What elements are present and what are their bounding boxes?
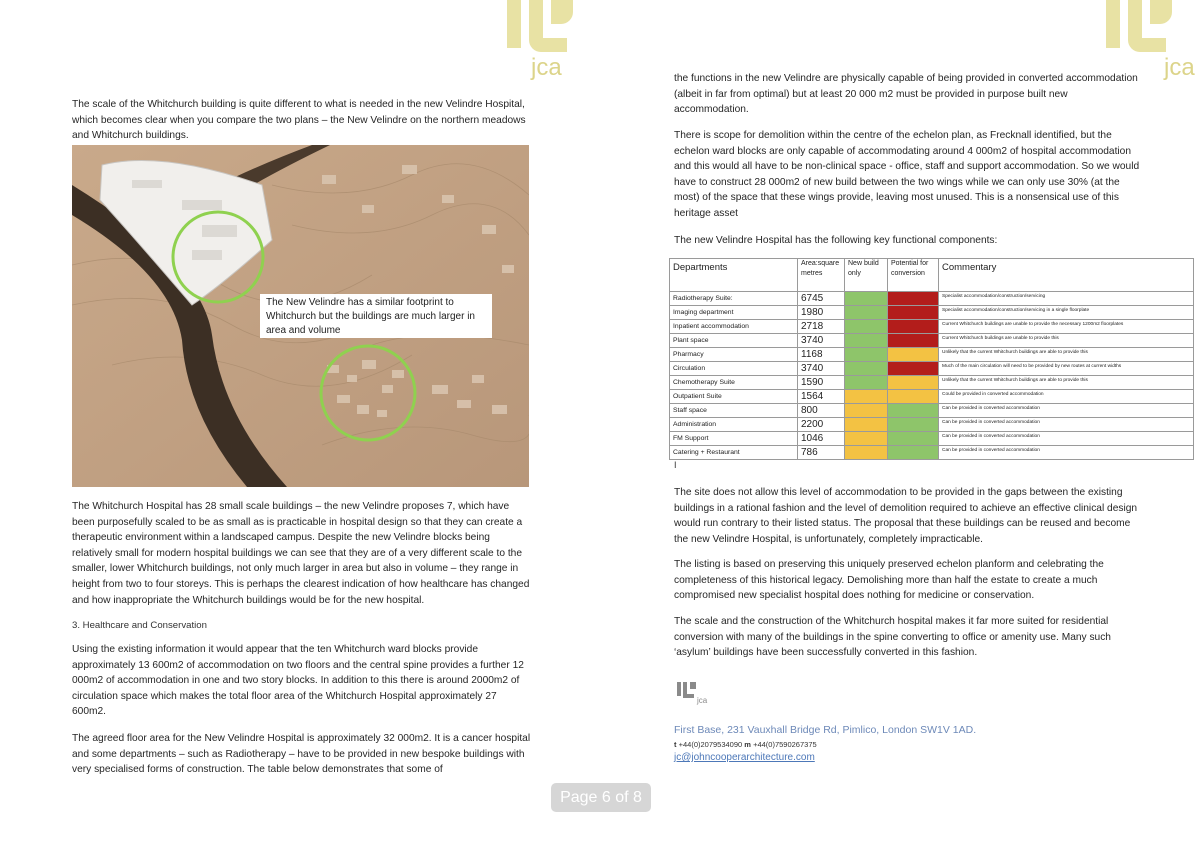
table-body <box>670 292 1194 460</box>
area-cell: 1168 <box>798 348 845 362</box>
area-cell: 786 <box>798 446 845 460</box>
department-cell: Pharmacy <box>670 348 798 362</box>
commentary-cell: Specialist accommodation/construction/servicing <box>939 292 1194 306</box>
table-row <box>670 320 1194 334</box>
area-cell: 3740 <box>798 334 845 348</box>
area-cell: 1564 <box>798 390 845 404</box>
commentary-cell: Unlikely that the current Whitchurch buildings are able to provide this <box>939 376 1194 390</box>
paragraph-whitchurch-buildings: The Whitchurch Hospital has 28 small scale buildings – the new Velindre proposes 7, which have been purposefully scaled to be as small as is practicable in hospital design so that they can create a therapeutic environment within a landscaped campus. Despite the new Velindre blocks being relatively small for modern hospital buildings we can see that they are of a very different scale to the smaller, lower Whitchurch buildings, not only much larger in area but also in volume – they range in height from two to four storeys. This is perhaps the clearest indication of how healthcare has changed and how inappropriate the Whitchurch buildings would be for the new hospital. <box>72 501 530 606</box>
logo-text: jca <box>531 54 562 81</box>
footer-address: First Base, 231 Vauxhall Bridge Rd, Pimlico, London SW1V 1AD. <box>674 724 977 736</box>
table-row <box>670 334 1194 348</box>
page-indicator: Page 6 of 8 <box>551 783 651 812</box>
commentary-cell: Could be provided in converted accommodation <box>939 390 1194 404</box>
table-intro: The new Velindre Hospital has the following key functional components: <box>674 235 998 246</box>
jca-logo <box>507 0 577 84</box>
department-cell: Inpatient accommodation <box>670 320 798 334</box>
table-row <box>670 376 1194 390</box>
paragraph-site-gaps: The site does not allow this level of accommodation to be provided in the gaps between the existing buildings in a rational fashion and the level of demolition required to achieve an effective clinical design would run contrary to their listed status. The proposal that these buildings can be reused and become the new Velindre Hospital, is unfortunately, completely impracticable. <box>674 487 1138 545</box>
conversion-status-cell <box>888 306 939 320</box>
conversion-status-cell <box>888 320 939 334</box>
table-row <box>670 292 1194 306</box>
department-cell: Imaging department <box>670 306 798 320</box>
area-cell: 3740 <box>798 362 845 376</box>
header-commentary: Commentary <box>939 259 1194 292</box>
conversion-status-cell <box>888 376 939 390</box>
new-build-status-cell <box>845 432 888 446</box>
department-cell: Radiotherapy Suite: <box>670 292 798 306</box>
conversion-status-cell <box>888 446 939 460</box>
conversion-status-cell <box>888 390 939 404</box>
new-build-status-cell <box>845 320 888 334</box>
new-build-status-cell <box>845 348 888 362</box>
new-build-status-cell <box>845 418 888 432</box>
commentary-cell: Current Whitchurch buildings are unable to provide this <box>939 334 1194 348</box>
area-cell: 1980 <box>798 306 845 320</box>
commentary-cell: Current Whitchurch buildings are unable to provide the necessary 1200m2 floorplates <box>939 320 1194 334</box>
commentary-cell: Can be provided in converted accommodation <box>939 432 1194 446</box>
conversion-status-cell <box>888 334 939 348</box>
new-build-status-cell <box>845 376 888 390</box>
logo-text: jca <box>1164 54 1195 81</box>
area-cell: 2200 <box>798 418 845 432</box>
new-build-status-cell <box>845 446 888 460</box>
table-row <box>670 348 1194 362</box>
conversion-status-cell <box>888 418 939 432</box>
new-build-status-cell <box>845 292 888 306</box>
department-cell: FM Support <box>670 432 798 446</box>
table-row <box>670 362 1194 376</box>
area-cell: 800 <box>798 404 845 418</box>
area-cell: 6745 <box>798 292 845 306</box>
commentary-cell: Can be provided in converted accommodation <box>939 404 1194 418</box>
conversion-status-cell <box>888 404 939 418</box>
image-caption: The New Velindre has a similar footprint to Whitchurch but the buildings are much larger in area and volume <box>260 294 492 338</box>
paragraph-floor-areas: Using the existing information it would appear that the ten Whitchurch ward blocks provide approximately 13 600m2 of accommodation on two floors and the central spine provides a further 12 000m2 of accommodation in one and two story blocks. In addition to this there is around 2000m2 of circulation space which makes the total floor area of the Whitchurch Hospital approximately 27 600m2. <box>72 644 524 718</box>
table-row <box>670 306 1194 320</box>
footer-phone <box>674 740 817 749</box>
section-heading: 3. Healthcare and Conservation <box>72 620 207 631</box>
department-cell: Catering + Restaurant <box>670 446 798 460</box>
commentary-cell: Can be provided in converted accommodation <box>939 418 1194 432</box>
new-build-status-cell <box>845 390 888 404</box>
department-cell: Circulation <box>670 362 798 376</box>
small-logo-text: jca <box>697 696 708 705</box>
header-area: Area:square metres <box>798 259 845 292</box>
conversion-status-cell <box>888 432 939 446</box>
new-build-status-cell <box>845 404 888 418</box>
footer-email-link[interactable]: jc@johncooperarchitecture.com <box>674 752 815 763</box>
new-build-status-cell <box>845 334 888 348</box>
table-row <box>670 404 1194 418</box>
paragraph-velindre-area: The agreed floor area for the New Velindre Hospital is approximately 32 000m2. It is a cancer hospital and some departments – such as Radiotherapy – have to be provided in new bespoke buildings with very specialised forms of construction. The table below demonstrates that some of <box>72 733 531 776</box>
area-cell: 2718 <box>798 320 845 334</box>
conversion-status-cell <box>888 348 939 362</box>
commentary-cell: Can be provided in converted accommodation <box>939 446 1194 460</box>
header-departments: Departments <box>670 259 798 292</box>
area-cell: 1046 <box>798 432 845 446</box>
department-cell: Outpatient Suite <box>670 390 798 404</box>
department-cell: Chemotherapy Suite <box>670 376 798 390</box>
phone-label-t: t <box>674 740 677 749</box>
new-build-status-cell <box>845 362 888 376</box>
header-potential-conversion: Potential for conversion <box>888 259 939 292</box>
table-row <box>670 432 1194 446</box>
department-cell: Staff space <box>670 404 798 418</box>
paragraph-residential-conversion: The scale and the construction of the Whitchurch hospital makes it far more suited for residential conversion with many of the buildings in the spine converting to office or amenity use. Many such ‘asylum’ buildings have been successfully converted in this fashion. <box>674 616 1111 659</box>
conversion-status-cell <box>888 292 939 306</box>
phone-m: +44(0)7590267375 <box>753 740 817 749</box>
header-new-build: New build only <box>845 259 888 292</box>
conversion-status-cell <box>888 362 939 376</box>
commentary-cell: Much of the main circulation will need to be provided by new routes at current widths <box>939 362 1194 376</box>
table-trailing-mark: I <box>674 460 677 470</box>
phone-label-m: m <box>744 740 751 749</box>
department-cell: Plant space <box>670 334 798 348</box>
area-cell: 1590 <box>798 376 845 390</box>
jca-small-logo <box>675 682 711 708</box>
paragraph-listing: The listing is based on preserving this uniquely preserved echelon planform and celebrating the completeness of this historical legacy. Demolishing more than half the estate to create a much compromised new specialist hospital does nothing for medicine or conservation. <box>674 559 1104 602</box>
table-row <box>670 390 1194 404</box>
commentary-cell: Unlikely that the current Whitchurch buildings are able to provide this <box>939 348 1194 362</box>
departments-table <box>669 258 1194 460</box>
paragraph-demolition-scope: There is scope for demolition within the centre of the echelon plan, as Frecknall identified, but the echelon ward blocks are only capable of accommodating around 4 000m2 of hospital accommodation and this would all have to be non-clinical space - office, staff and support accommodation. So we would have to construct 28 000m2 of new build between the two wings while we can only use 30% (at the most) of the space that these wings provide, leaving most unused. This is a nonsensical use of this heritage asset <box>674 130 1140 219</box>
department-cell: Administration <box>670 418 798 432</box>
new-build-status-cell <box>845 306 888 320</box>
table-row <box>670 446 1194 460</box>
table-header-row <box>670 259 1194 292</box>
phone-t: +44(0)2079534090 <box>678 740 743 749</box>
intro-paragraph: The scale of the Whitchurch building is quite different to what is needed in the new Velindre Hospital, which becomes clear when you compare the two plans – the New Velindre on the northern meadows and Whitchurch buildings. <box>72 99 526 142</box>
table-row <box>670 418 1194 432</box>
commentary-cell: Specialist accommodation/construction/servicing in a single floorplate <box>939 306 1194 320</box>
paragraph-conversion-capability: the functions in the new Velindre are physically capable of being provided in converted accommodation (albeit in far from optimal) but at least 20 000 m2 must be provided in purpose built new accommodation. <box>674 73 1138 116</box>
